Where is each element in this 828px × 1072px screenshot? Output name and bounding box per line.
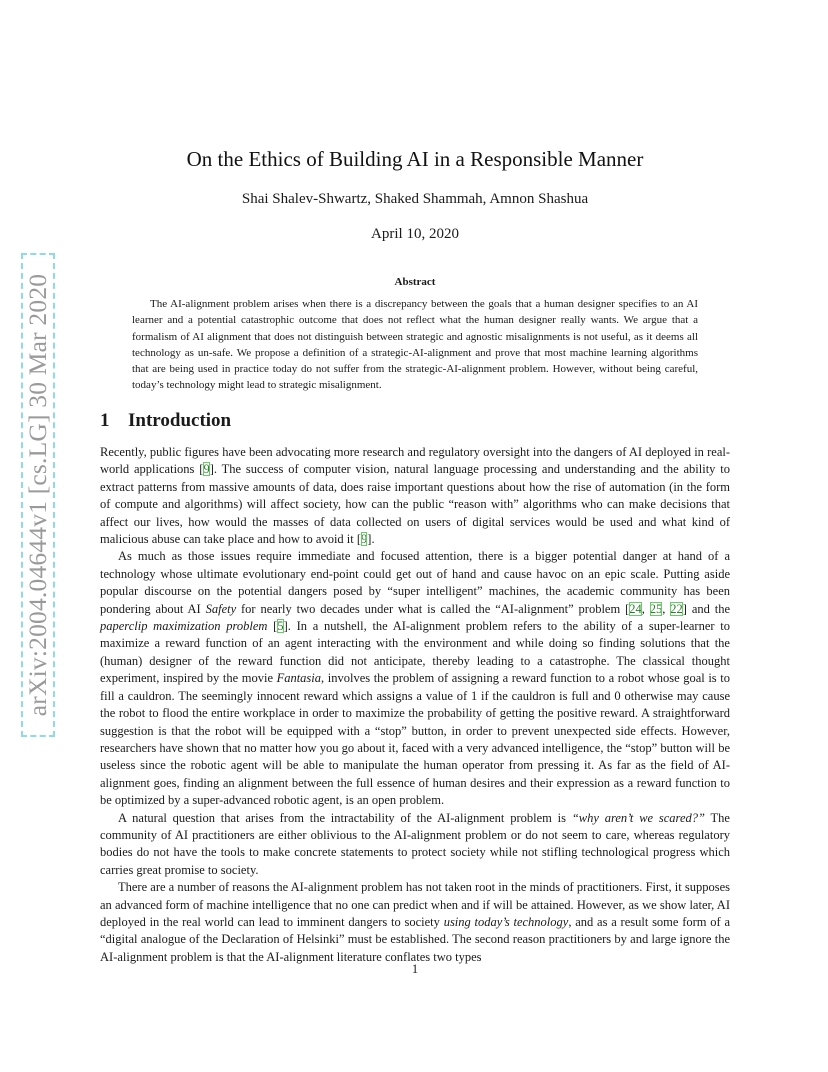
section-title: Introduction xyxy=(128,410,232,431)
text-run: A natural question that arises from the intractability of the AI-alignment problem is xyxy=(118,810,572,825)
abstract-heading: Abstract xyxy=(394,276,436,288)
text-run: There are a number of reasons the AI-alignment problem has not taken root in the minds of practitioners. First, it supposes an advanced form of machine intelligence that no one can predict when and if will be attained. However, as we show later, AI deployed in the real world can lead to imminent dangers to society xyxy=(100,880,730,929)
citation-link[interactable]: 9 xyxy=(203,462,210,477)
paragraph-2 xyxy=(100,548,730,809)
citation-link[interactable]: 25 xyxy=(649,601,663,616)
text-run: , involves the problem of assigning a reward function to a robot whose goal is to fill a cauldron. The seemingly innocent reward which assigns a value of 1 if the cauldron is full and 0 otherwise may cause the robot to flood the entire workplace in order to maximize the probability of getting the positive reward. A straightforward suggestion is that the robot will be equipped with a “stop” button, in order to prevent unexpected side effects. However, researchers have shown that no matter how you go about it, faced with a very advanced intelligence, the “stop” button will be useless since the robotic agent will be able to manipulate the human operator from pressing it. As far as the field of AI-alignment goes, finding an alignment between the full essence of human desires and their expression as a reward function to be optimized by a super-advanced robotic agent, is an open problem. xyxy=(100,671,730,808)
citation-link[interactable]: 22 xyxy=(670,601,683,616)
text-run: , and as a result some form of a “digital analogue of the Declaration of Helsinki” must be established. The second reason practitioners by and large ignore the AI-alignment problem is that the AI-alignment literature conflates two types xyxy=(100,914,731,964)
paragraph-4 xyxy=(100,879,730,966)
text-run: for nearly two decades under what is called the “AI-alignment” problem [ xyxy=(236,601,630,616)
text-run: ] and the xyxy=(682,601,731,616)
body-text xyxy=(100,444,730,966)
text-run: ]. In a nutshell, the AI-alignment problem refers to the ability of a super-learner to maximize a reward function of an agent interacting with the environment and while doing so finding solutions that the (human) designer of the reward function did not anticipate, thereby leading to a catastrophe. The classical thought experiment, inspired by the movie xyxy=(100,619,730,686)
emphasis: Fantasia xyxy=(276,671,322,686)
paragraph-3 xyxy=(100,810,730,880)
citation-link[interactable]: 5 xyxy=(277,619,284,634)
emphasis: using today’s technology xyxy=(443,914,569,929)
emphasis: paperclip maximization problem xyxy=(100,619,268,634)
paper-title: On the Ethics of Building AI in a Responsible Manner xyxy=(186,147,644,171)
text-run: , xyxy=(662,601,671,616)
page-number: 1 xyxy=(411,962,419,976)
emphasis: “why aren’t we scared?” xyxy=(571,810,705,825)
citation-link[interactable]: 24 xyxy=(629,601,642,616)
text-run: [ xyxy=(267,619,278,634)
text-run: ]. xyxy=(367,532,375,547)
section-heading xyxy=(100,410,231,432)
text-run: The community of AI practitioners are either oblivious to the AI-alignment problem or do not seem to care, whereas regulatory bodies do not have the tools to make concrete statements to protect society while not stifling technological progress which carries great promise to society. xyxy=(100,810,730,877)
citation-link[interactable]: 9 xyxy=(361,532,368,547)
emphasis: Safety xyxy=(205,601,237,616)
text-run: ]. The success of computer vision, natural language processing and understanding and the ability to extract patterns from massive amounts of data, does raise important questions about how the rise of automation (in the form of compute and algorithms) will affect society, how can the public “reason with” algorithms who can make decisions that affect our lives, how would the masses of data collected on users of digital services would be used and what kind of malicious abuse can take place and how to avoid it [ xyxy=(100,462,730,547)
text-run: As much as those issues require immediate and focused attention, there is a bigger potential danger at hand of a technology whose ultimate evolutionary end-point could get out of hand and cause havoc on an epic scale. Putting aside popular discourse on the potential dangers posed by “super intelligent” machines, the academic community has been pondering about AI xyxy=(100,549,730,616)
paragraph-1 xyxy=(100,444,730,548)
paper-authors: Shai Shalev-Shwartz, Shaked Shammah, Amnon Shashua xyxy=(241,191,589,207)
abstract-text: The AI-alignment problem arises when there is a discrepancy between the goals that a human designer specifies to an AI learner and a potential catastrophic outcome that does not reflect what the human designer really wants. We argue that a formalism of AI alignment that does not distinguish between strategic and agnostic misalignments is not useful, as it deems all technology as un-safe. We propose a definition of a strategic-AI-alignment and prove that most machine learning algorithms that are being used in practice today do not suffer from the strategic-AI-alignment problem. However, without being careful, today’s technology might lead to strategic misalignment. xyxy=(132,298,698,392)
text-run: , xyxy=(641,601,650,616)
section-number: 1 xyxy=(100,410,110,431)
arxiv-identifier-stamp xyxy=(21,253,55,737)
paper-date: April 10, 2020 xyxy=(371,226,459,242)
text-run: Recently, public figures have been advocating more research and regulatory oversight into the dangers of AI deployed in real-world applications [ xyxy=(100,445,730,477)
arxiv-identifier-text: arXiv:2004.04644v1 [cs.LG] 30 Mar 2020 xyxy=(23,273,53,717)
